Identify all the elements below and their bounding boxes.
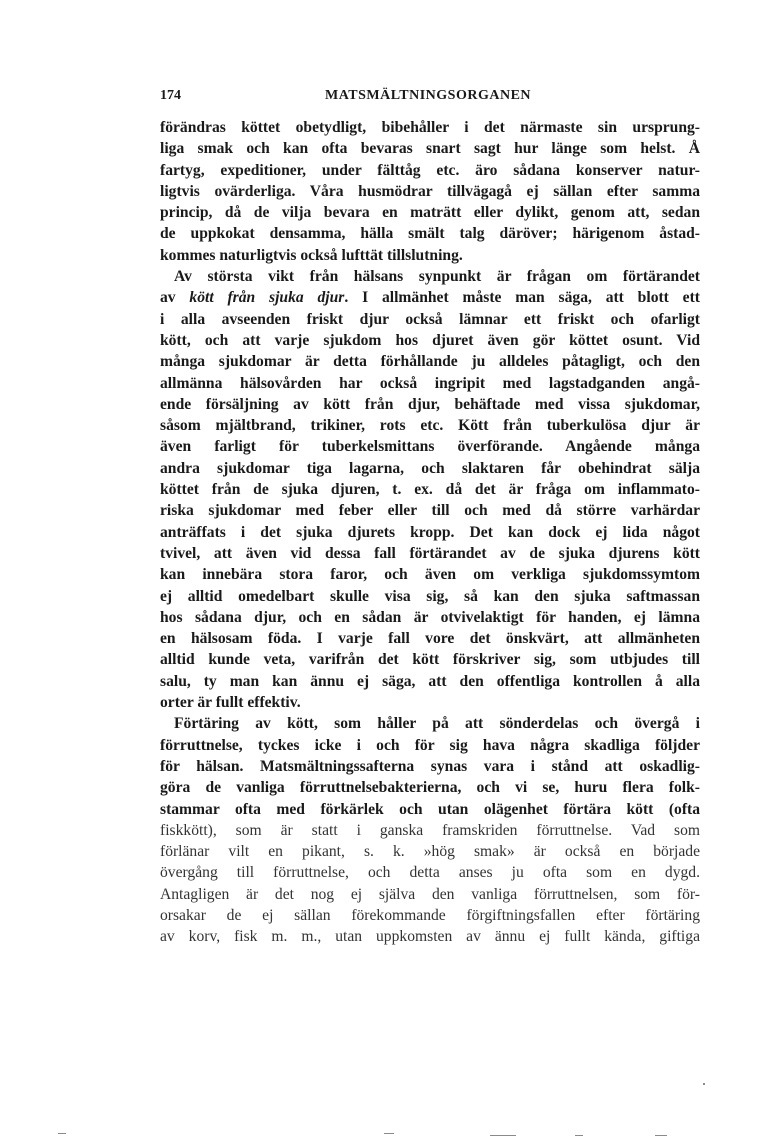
paragraph-end-line: orter är fullt effektiv. [160,694,301,712]
text-line: göra de vanliga förruttnelsebakterierna, och vi se, huru flera folk- [160,779,700,797]
text-line: ej alltid omedelbart skulle visa sig, så kan den sjuka saftmassan [160,587,700,605]
text-line: liga smak och kan ofta bevaras snart sagt hur länge som helst. Å [160,140,700,158]
text-line: allmänna hälsovården har också ingripit med lagstadganden angå- [160,374,700,392]
text-line: anträffats i det sjuka djurets kropp. Det kan dock ej lida något [160,523,700,541]
text-line: även farligt för tuberkelsmittans överförande. Angående många [160,438,700,456]
scan-speck [58,1133,66,1134]
text-line: orsakar de ej sällan förekommande förgiftningsfallen efter förtäring [160,906,700,924]
text-line: Antagligen är det nog ej själva den vanliga förruttnelsen, som för- [160,885,700,903]
paragraph-end-line: kommes naturligtvis också lufttät tillslutning. [160,246,463,264]
text-line-with-emphasis [160,287,700,308]
text-line: alltid kunde veta, varifrån det kött förskriver sig, som utbjudes till [160,651,700,669]
emphasized-phrase: kött från sjuka djur [189,289,345,307]
text-line: i alla avseenden friskt djur också lämnar ett friskt och ofarligt [160,310,700,328]
text-line: förruttnelse, tyckes icke i och för sig hava några skadliga följder [160,736,700,754]
text-line: andra sjukdomar tiga lagarna, och slaktaren får obehindrat sälja [160,459,700,477]
text-line: såsom mjältbrand, trikiner, rots etc. Kött från tuberkulösa djur är [160,417,700,435]
scan-speck [655,1135,667,1136]
text-line: tvivel, att även vid dessa fall förtärandet av de sjuka djurens kött [160,544,700,562]
text-line: salu, ty man kan ännu ej säga, att den offentliga kontrollen å alla [160,672,700,690]
text-line: riska sjukdomar med feber eller till och med då större varhärdar [160,502,700,520]
text-line: förändras köttet obetydligt, bibehåller i det närmaste sin ursprung- [160,119,700,136]
scan-speck [490,1135,516,1136]
running-head [160,88,696,108]
text-line: för hälsan. Matsmältningssafterna synas vara i stånd att oskadlig- [160,757,700,775]
body-text [160,117,700,948]
text-line: ende försäljning av kött från djur, behäftade med vissa sjukdomar, [160,395,700,413]
text-line: de uppkokat densamma, hälla smält talg däröver; härigenom åstad- [160,225,700,243]
paragraph-first-line: Förtäring av kött, som håller på att sönderdelas och övergå i [174,715,700,733]
page-header-title: MATSMÄLTNINGSORGANEN [324,88,532,103]
line-suffix: . I allmänhet måste man säga, att blott ett [344,289,700,307]
text-line: förlänar vilt en pikant, s. k. »hög smak» är också en började [160,843,700,861]
text-line: hos sådana djur, och en sådan är otvivelaktigt för handen, ej lämna [160,608,700,626]
scan-speck [384,1133,394,1134]
text-line: stammar ofta med förkärlek och utan olägenhet förtära kött (ofta [160,800,700,818]
text-line: av korv, fisk m. m., utan uppkomsten av ännu ej fullt kända, giftiga [160,928,700,946]
paragraph-first-line: Av största vikt från hälsans synpunkt är frågan om förtärandet [174,268,700,286]
scan-speck [575,1135,583,1136]
text-line: många sjukdomar är detta förhållande ju alldeles påtagligt, och den [160,353,700,371]
page-number: 174 [160,88,181,103]
line-prefix: av [160,289,190,307]
text-line: en hälsosam föda. I varje fall vore det önskvärt, att allmänheten [160,630,700,648]
scan-speck [703,1083,705,1085]
text-line: fartyg, expeditioner, under fälttåg etc. äro sådana konserver natur- [160,161,700,179]
text-line: princip, då de vilja bevara en maträtt eller dylikt, genom att, sedan [160,204,700,222]
text-line: övergång till förruttnelse, och detta anses ju ofta som en dygd. [160,864,700,882]
text-line: fiskkött), som är statt i ganska framskriden förruttnelse. Vad som [160,821,700,839]
text-line: kött, och att varje sjukdom hos djuret även gör köttet osunt. Vid [160,331,700,349]
text-line: köttet från de sjuka djuren, t. ex. då det är fråga om inflammato- [160,481,700,499]
text-line: kan innebära stora faror, och även om verkliga sjukdomssymtom [160,566,700,584]
text-line: ligtvis ovärderliga. Våra husmödrar tillvägagå ej sällan efter samma [160,182,700,200]
